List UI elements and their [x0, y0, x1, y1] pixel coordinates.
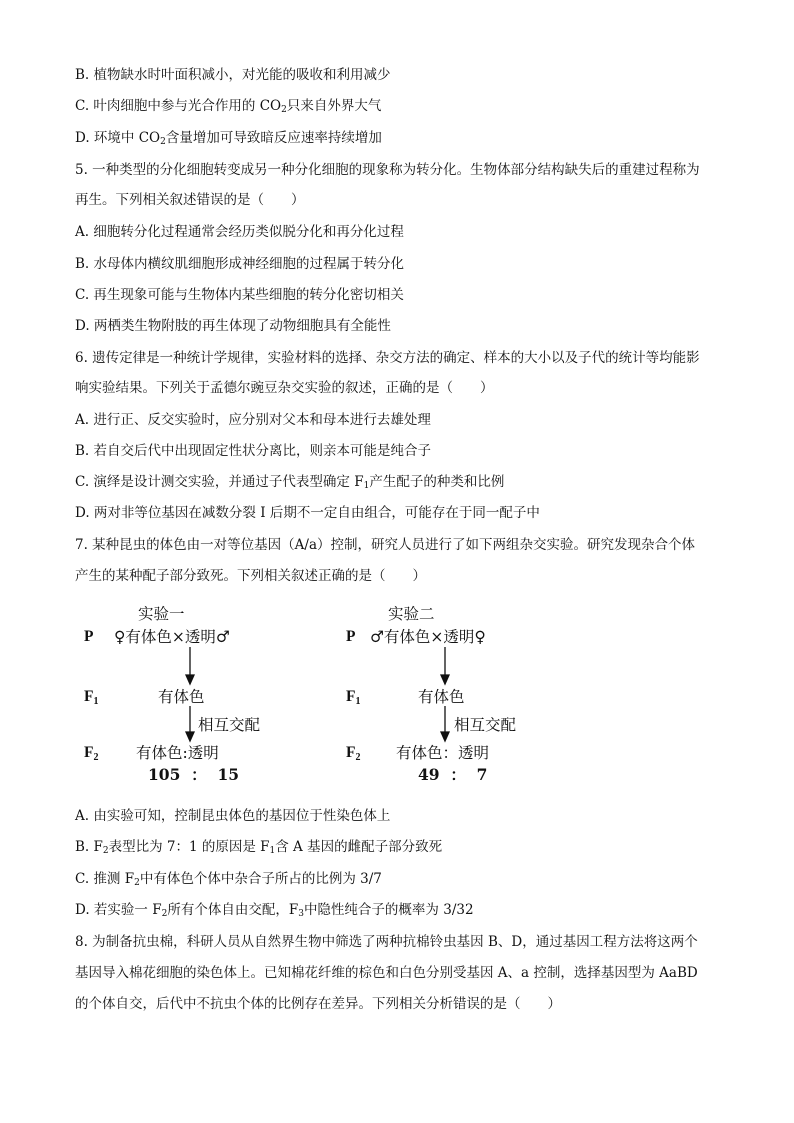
q6-stem-line1: 6. 遗传定律是一种统计学规律，实验材料的选择、杂交方法的确定、样本的大小以及子代的统计等均能影	[75, 350, 700, 366]
exp1-f2-ratio: 105 ： 15	[148, 765, 240, 784]
text: 含量增加可导致暗反应速率持续增加	[165, 130, 382, 146]
subscript: 1	[269, 846, 276, 856]
q4-option-c	[75, 96, 734, 120]
text: C. 推测 F	[75, 871, 135, 887]
subscript: 2	[134, 878, 140, 888]
q6-option-c	[75, 472, 734, 496]
q4-option-b	[75, 65, 734, 85]
q7-option-c	[75, 869, 734, 893]
subscript: 1	[363, 481, 370, 491]
text: 表型比为 7：1 的原因是 F	[108, 839, 270, 855]
exp2-mating: 相互交配	[454, 716, 517, 734]
q5-stem-line1: 5. 一种类型的分化细胞转变成另一种分化细胞的现象称为转分化。生物体部分结构缺失后的重建过程称为	[75, 162, 700, 178]
q8-stem-line3: 的个体自交，后代中不抗虫个体的比例存在差异。下列相关分析错误的是（ ）	[75, 996, 561, 1012]
q5-stem-line2: 再生。下列相关叙述错误的是（ ）	[75, 192, 305, 208]
exp2-f2-label	[346, 743, 360, 768]
exp1-p-label: P	[84, 628, 94, 645]
q6-option-d: D. 两对非等位基因在减数分裂 I 后期不一定自由组合，可能存在于同一配子中	[75, 505, 540, 521]
exp2-arrowhead-1	[441, 675, 449, 684]
exp1-f2-label	[84, 743, 98, 768]
exp2-f2-value: 有体色：透明	[396, 744, 490, 762]
text: B. F	[75, 839, 103, 855]
q6-stem-line2: 响实验结果。下列关于孟德尔豌豆杂交实验的叙述，正确的是（ ）	[75, 380, 494, 396]
text: B. 植物缺水时叶面积减小，对光能的吸收和利用减少	[75, 67, 391, 83]
q7-stem-line2: 产生的某种配子部分致死。下列相关叙述正确的是（ ）	[75, 568, 426, 584]
q8-stem-line2: 基因导入棉花细胞的染色体上。已知棉花纤维的棕色和白色分别受基因 A、a 控制，选择基因型为 AaBD	[75, 965, 698, 981]
q5-option-c: C. 再生现象可能与生物体内某些细胞的转分化密切相关	[75, 287, 404, 303]
text: D. 环境中 CO	[75, 130, 161, 146]
q7-option-a: A. 由实验可知，控制昆虫体色的基因位于性染色体上	[75, 808, 391, 824]
subscript: 2	[102, 846, 109, 856]
exp1-f2-value: 有体色:透明	[136, 744, 219, 762]
label: F	[346, 688, 356, 705]
text: 中隐性纯合子的概率为 3/32	[303, 902, 474, 918]
exp2-f2-ratio: 49 ： 7	[418, 765, 488, 784]
exp1-arrowhead-2	[186, 732, 194, 741]
subscript: 1	[93, 696, 99, 707]
exp1-f1-value: 有体色	[158, 688, 205, 706]
exp2-title: 实验二	[388, 605, 435, 623]
text: C. 叶肉细胞中参与光合作用的 CO	[75, 98, 282, 114]
q7-option-b	[75, 837, 734, 861]
text: 中有体色个体中杂合子所占的比例为 3/7	[139, 871, 382, 887]
subscript: 2	[281, 105, 287, 115]
q5-option-d: D. 两栖类生物附肢的再生体现了动物细胞具有全能性	[75, 318, 391, 334]
exp1-f1-label	[84, 687, 98, 712]
exp2-f1-label	[346, 687, 360, 712]
label: F	[346, 744, 356, 761]
q7-option-d	[75, 900, 734, 924]
subscript: 2	[355, 752, 361, 763]
exp1-mating: 相互交配	[198, 716, 261, 734]
text: 所有个体自由交配，F	[167, 902, 299, 918]
subscript: 2	[160, 137, 166, 147]
text: 含 A 基因的雌配子部分致死	[275, 839, 443, 855]
label: F	[84, 688, 94, 705]
q4-option-d	[75, 128, 734, 152]
subscript: 2	[161, 909, 168, 919]
label: F	[84, 744, 94, 761]
text: 产生配子的种类和比例	[369, 474, 505, 490]
subscript: 2	[93, 752, 99, 763]
subscript: 1	[355, 696, 361, 707]
q6-option-a: A. 进行正、反交实验时，应分别对父本和母本进行去雄处理	[75, 412, 431, 428]
exp2-p-cross: ♂有体色×透明♀	[370, 628, 486, 646]
text: C. 演绎是设计测交实验，并通过子代表型确定 F	[75, 474, 364, 490]
exp2-arrowhead-2	[441, 732, 449, 741]
exp1-title: 实验一	[138, 605, 185, 623]
text: D. 若实验一 F	[75, 902, 162, 918]
subscript: 3	[298, 909, 304, 919]
exp1-p-cross: ♀有体色×透明♂	[114, 628, 230, 646]
q6-option-b: B. 若自交后代中出现固定性状分离比，则亲本可能是纯合子	[75, 443, 432, 459]
q5-option-b: B. 水母体内横纹肌细胞形成神经细胞的过程属于转分化	[75, 256, 405, 272]
exp2-p-label: P	[346, 628, 356, 645]
text: 只来自外界大气	[286, 98, 382, 114]
exp1-arrowhead-1	[186, 675, 194, 684]
q8-stem-line1: 8. 为制备抗虫棉，科研人员从自然界生物中筛选了两种抗棉铃虫基因 B、D，通过基因工程方法将这两个	[75, 934, 698, 950]
q5-option-a: A. 细胞转分化过程通常会经历类似脱分化和再分化过程	[75, 224, 404, 240]
exp2-f1-value: 有体色	[418, 688, 465, 706]
q7-stem-line1: 7. 某种昆虫的体色由一对等位基因（A/a）控制，研究人员进行了如下两组杂交实验。研究发现杂合个体	[75, 537, 696, 553]
